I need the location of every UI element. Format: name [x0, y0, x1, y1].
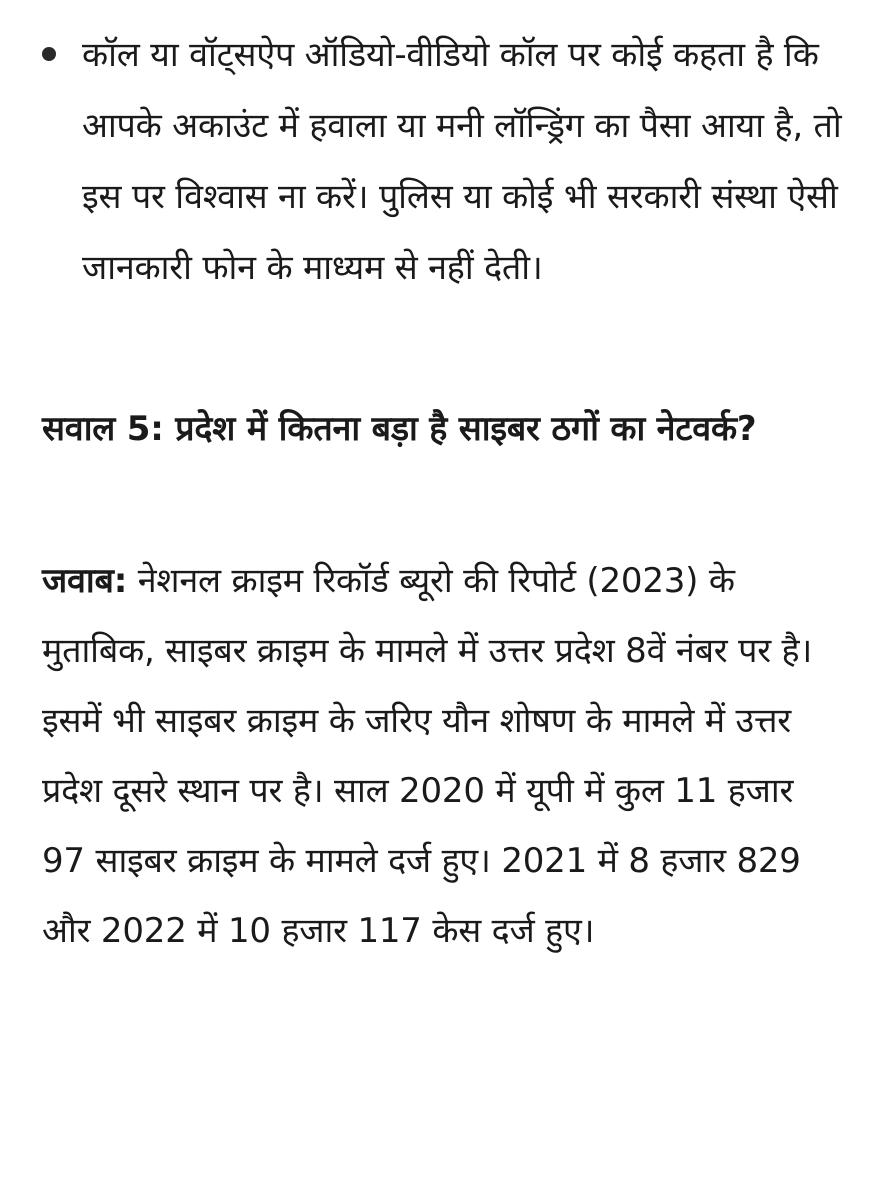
list-item — [42, 20, 842, 304]
bullet-icon — [42, 47, 56, 61]
question-heading: सवाल 5: प्रदेश में कितना बड़ा है साइबर ठगों का नेटवर्क? — [42, 409, 757, 449]
answer-text: नेशनल क्राइम रिकॉर्ड ब्यूरो की रिपोर्ट (2023) के मुताबिक, साइबर क्राइम के मामले में उत्तर प्रदेश 8वें नंबर पर है। इसमें भी साइबर क्राइम के जरिए यौन शोषण के मामले में उत्तर प्रदेश दूसरे स्थान पर है। साल 2020 में यूपी में कुल 11 हजार 97 साइबर क्राइम के मामले दर्ज हुए। 2021 में 8 हजार 829 और 2022 में 10 हजार 117 केस दर्ज हुए। — [42, 561, 813, 951]
article-body — [42, 20, 842, 966]
answer-label: जवाब: — [42, 561, 128, 601]
bullet-text: कॉल या वॉट्सऐप ऑडियो-वीडियो कॉल पर कोई कहता है कि आपके अकाउंट में हवाला या मनी लॉन्ड्रिंग का पैसा आया है, तो इस पर विश्वास ना करें। पुलिस या कोई भी सरकारी संस्था ऐसी जानकारी फोन के माध्यम से नहीं देती। — [82, 35, 842, 288]
answer-paragraph — [42, 546, 842, 966]
bullet-list — [42, 20, 842, 304]
